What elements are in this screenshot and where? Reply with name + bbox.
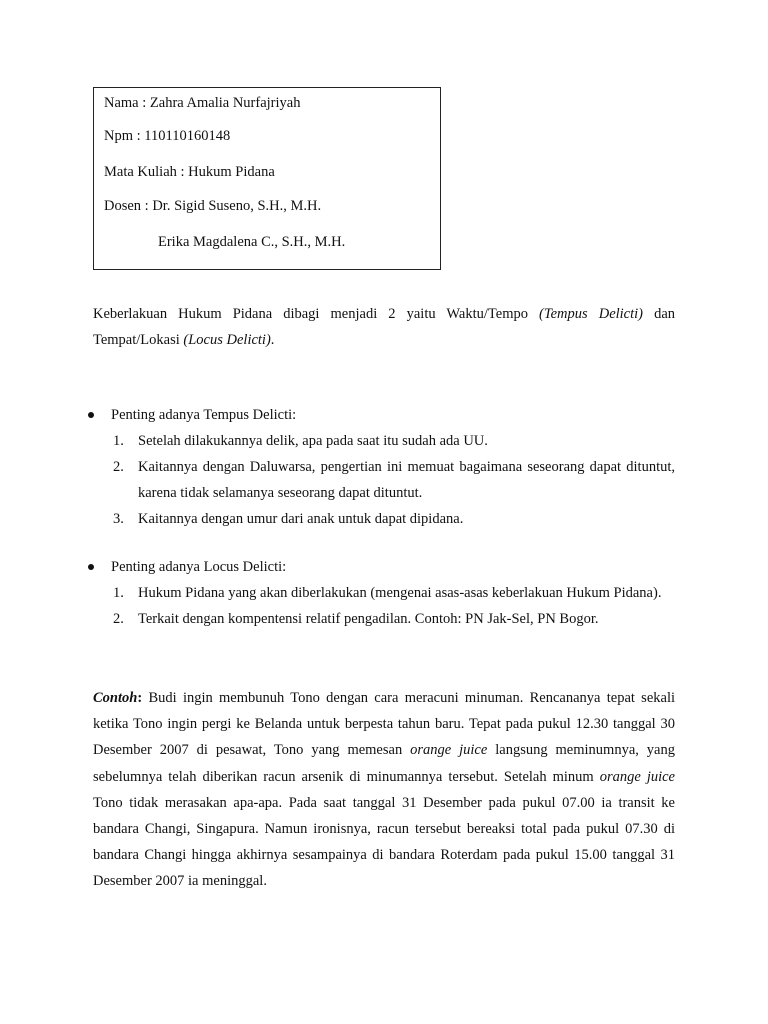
list-item (88, 606, 675, 632)
tempus-heading-row (88, 402, 675, 428)
list-item-text: Setelah dilakukannya delik, apa pada saat itu sudah ada UU. (138, 433, 488, 449)
intro-locus-term: (Locus Delicti) (183, 332, 271, 348)
tempus-heading: Penting adanya Tempus Delicti: (111, 407, 297, 423)
tempus-section (88, 402, 675, 532)
student-npm: Npm : 110110160148 (104, 128, 231, 144)
list-item-text: Kaitannya dengan Daluwarsa, pengertian ini memuat bagaimana seseorang dapat dituntut, karena tidak selamanya seseorang dapat dituntut. (138, 459, 675, 501)
intro-tempus-term: (Tempus Delicti) (539, 306, 644, 322)
intro-text-3: . (270, 332, 275, 348)
intro-text-1: Keberlakuan Hukum Pidana dibagi menjadi 2 yaitu Waktu/Tempo (93, 306, 540, 322)
intro-paragraph (93, 301, 675, 353)
example-text-2: langsung meminumnya, yang sebelumnya telah diberikan racun arsenik di minumannya tersebut. Setelah minum (93, 742, 675, 785)
course-name: Mata Kuliah : Hukum Pidana (104, 164, 275, 180)
example-text-1: Budi ingin membunuh Tono dengan cara meracuni minuman. Rencananya tepat sekali ketika Tono ingin pergi ke Belanda untuk berpesta tahun baru. Tepat pada pukul 12.30 tanggal 30 Desember 2007 di pesawat, Tono yang memesan (93, 690, 675, 759)
lecturer-secondary: Erika Magdalena C., S.H., M.H. (158, 234, 346, 250)
tempus-list (88, 428, 675, 532)
student-name: Nama : Zahra Amalia Nurfajriyah (104, 95, 301, 111)
list-item-text: Kaitannya dengan umur dari anak untuk dapat dipidana. (138, 511, 464, 527)
example-term-2: orange juice (599, 768, 675, 785)
lecturer-primary: Dosen : Dr. Sigid Suseno, S.H., M.H. (104, 198, 322, 214)
example-term-1: orange juice (410, 742, 488, 759)
example-paragraph (93, 685, 675, 895)
list-item-number: 3. (113, 511, 124, 527)
list-item-number: 1. (113, 433, 124, 449)
list-item (88, 454, 675, 506)
example-label: Contoh (93, 690, 138, 706)
example-colon: : (137, 690, 143, 706)
example-text-3: Tono tidak merasakan apa-apa. Pada saat tanggal 31 Desember pada pukul 07.00 ia transit ke bandara Changi, Singapura. Namun ironisnya, racun tersebut bereaksi total pada pukul 07.30 di bandara Changi hingga akhirnya sesampainya di bandara Roterdam pada pukul 15.00 tanggal 31 Desember 2007 ia meninggal. (93, 794, 675, 890)
list-item (88, 506, 675, 532)
locus-list (88, 580, 675, 632)
intro-text-2: dan Tempat/Lokasi (93, 306, 676, 348)
student-info-box (93, 87, 441, 270)
locus-heading: Penting adanya Locus Delicti: (111, 559, 287, 575)
list-item-number: 2. (113, 611, 124, 627)
list-item (88, 428, 675, 454)
list-item-text: Hukum Pidana yang akan diberlakukan (mengenai asas-asas keberlakuan Hukum Pidana). (138, 585, 662, 601)
locus-section (88, 554, 675, 632)
list-item-number: 1. (113, 585, 124, 601)
locus-heading-row (88, 554, 675, 580)
bullet-icon (88, 564, 94, 570)
list-item-number: 2. (113, 459, 124, 475)
list-item-text: Terkait dengan kompentensi relatif pengadilan. Contoh: PN Jak-Sel, PN Bogor. (138, 611, 599, 627)
list-item (88, 580, 675, 606)
bullet-icon (88, 412, 94, 418)
